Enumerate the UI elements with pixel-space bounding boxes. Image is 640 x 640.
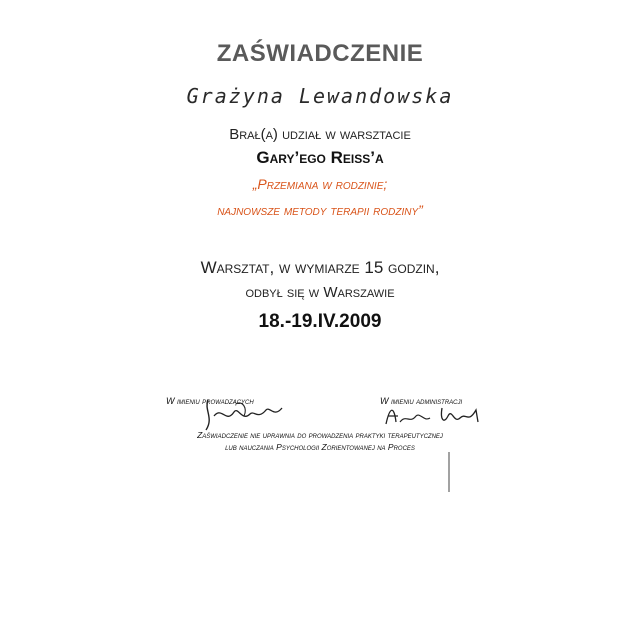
footnote-line-2: lub nauczania Psychologii Zorientowanej na Proces bbox=[225, 442, 415, 452]
administration-signature bbox=[382, 402, 492, 428]
scan-mark bbox=[446, 452, 452, 492]
signature-label-organizers: W imieniu prowadzących bbox=[166, 396, 254, 406]
workshop-author: Gary’ego Reiss’a bbox=[256, 148, 384, 167]
workshop-location: odbył się w Warszawie bbox=[245, 284, 395, 301]
signature-label-administration: W imieniu administracji bbox=[380, 396, 463, 406]
workshop-title-line-1: „Przemiana w rodzinie; bbox=[252, 176, 388, 192]
recipient-name: Grażyna Lewandowska bbox=[186, 84, 454, 108]
footnote-line-1: Zaświadczenie nie uprawnia do prowadzenia praktyki terapeutycznej bbox=[197, 430, 443, 440]
certificate-title: ZAŚWIADCZENIE bbox=[216, 40, 424, 67]
workshop-dates: 18.-19.IV.2009 bbox=[258, 311, 382, 332]
workshop-duration: Warsztat, w wymiarze 15 godzin, bbox=[200, 258, 440, 277]
organizer-signature bbox=[196, 396, 286, 432]
workshop-title-line-2: najnowsze metody terapii rodziny” bbox=[217, 202, 423, 218]
participation-text: Brał(a) udział w warsztacie bbox=[229, 126, 411, 143]
